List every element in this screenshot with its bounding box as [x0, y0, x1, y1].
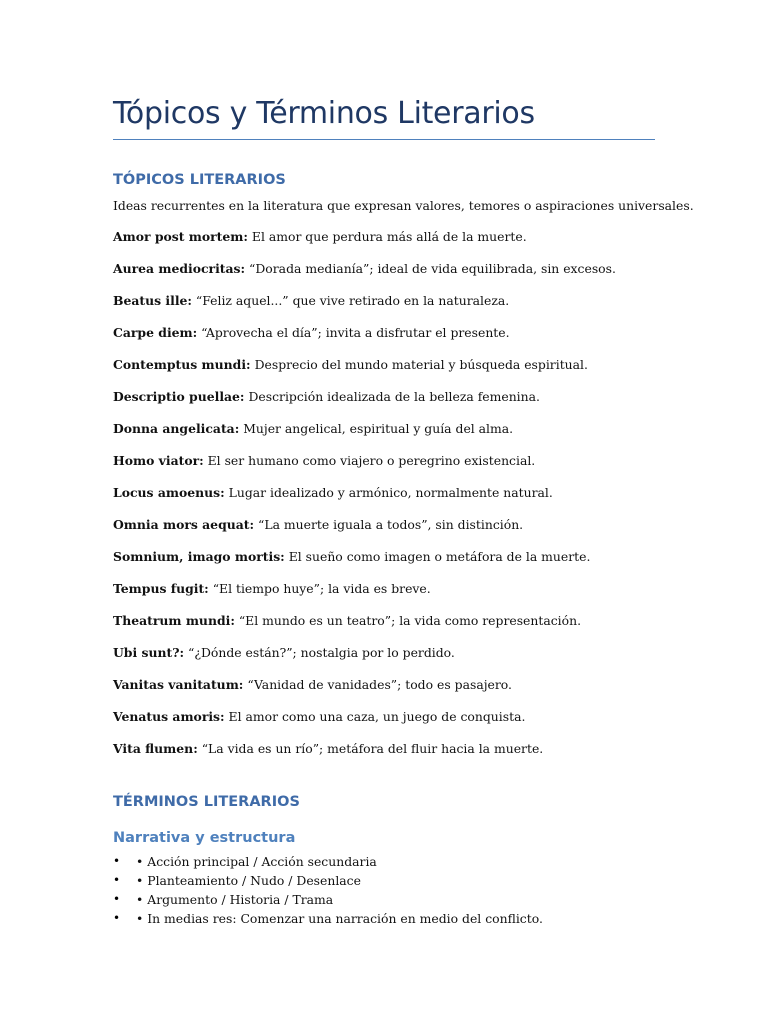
topic-desc: Mujer angelical, espiritual y guía del alma. [239, 421, 514, 436]
topic-item [113, 613, 693, 645]
topic-term: Vanitas vanitatum: [113, 677, 244, 692]
topic-term: Contemptus mundi: [113, 357, 251, 372]
topic-item [113, 517, 693, 549]
list-item-text: • Argumento / Historia / Trama [136, 892, 334, 907]
topic-term: Beatus ille: [113, 293, 192, 308]
topic-item [113, 357, 693, 389]
topic-term: Venatus amoris: [113, 709, 225, 724]
list-item-text: • Acción principal / Acción secundaria [136, 854, 377, 869]
topic-item [113, 453, 693, 485]
list-item-text: • In medias res: Comenzar una narración en medio del conflicto. [136, 911, 543, 926]
topic-desc: El ser humano como viajero o peregrino existencial. [203, 453, 536, 468]
list-item [113, 872, 673, 891]
list-item [113, 891, 673, 910]
topic-item [113, 581, 693, 613]
list-item [113, 910, 673, 929]
topic-desc: “Feliz aquel...” que vive retirado en la naturaleza. [191, 293, 510, 308]
topic-term: Theatrum mundi: [113, 613, 235, 628]
topic-item [113, 229, 693, 261]
topic-item [113, 421, 693, 453]
topic-item [113, 389, 693, 421]
bullet-icon: • [113, 873, 121, 887]
topic-term: Descriptio puellae: [113, 389, 245, 404]
topic-term: Amor post mortem: [113, 229, 248, 244]
topic-desc: El amor como una caza, un juego de conquista. [224, 709, 526, 724]
topic-term: Omnia mors aequat: [113, 517, 255, 532]
topic-item [113, 549, 693, 581]
topic-item [113, 677, 693, 709]
topic-term: Tempus fugit: [113, 581, 209, 596]
topicos-list [113, 229, 693, 773]
topic-desc: “La muerte iguala a todos”, sin distinción. [254, 517, 524, 532]
topic-item [113, 741, 693, 773]
topic-term: Locus amoenus: [113, 485, 225, 500]
topic-desc: “¿Dónde están?”; nostalgia por lo perdido. [184, 645, 455, 660]
topicos-heading: TÓPICOS LITERARIOS [113, 172, 286, 188]
topic-desc: El amor que perdura más allá de la muerte. [247, 229, 527, 244]
terminos-heading: TÉRMINOS LITERARIOS [113, 794, 300, 810]
narrativa-list [113, 853, 673, 929]
bullet-icon: • [113, 892, 121, 906]
topic-desc: “El mundo es un teatro”; la vida como representación. [234, 613, 582, 628]
topic-desc: “El tiempo huye”; la vida es breve. [208, 581, 431, 596]
topic-term: Homo viator: [113, 453, 204, 468]
bullet-icon: • [113, 854, 121, 868]
list-item-text: • Planteamiento / Nudo / Desenlace [136, 873, 361, 888]
topic-term: Somnium, imago mortis: [113, 549, 285, 564]
topic-term: Carpe diem: [113, 325, 198, 340]
title-underline [113, 139, 655, 140]
document-title: Tópicos y Términos Literarios [113, 96, 535, 131]
bullet-icon: • [113, 911, 121, 925]
topic-item [113, 485, 693, 517]
topic-term: Aurea mediocritas: [113, 261, 246, 276]
topic-desc: El sueño como imagen o metáfora de la muerte. [284, 549, 591, 564]
topic-item [113, 293, 693, 325]
topic-item [113, 261, 693, 293]
topic-desc: “La vida es un río”; metáfora del fluir hacia la muerte. [197, 741, 544, 756]
topic-item [113, 709, 693, 741]
topic-desc: Desprecio del mundo material y búsqueda espiritual. [250, 357, 588, 372]
topic-term: Vita flumen: [113, 741, 198, 756]
topic-term: Ubi sunt?: [113, 645, 185, 660]
topic-desc: “Vanidad de vanidades”; todo es pasajero. [243, 677, 512, 692]
topic-item [113, 645, 693, 677]
topic-term: Donna angelicata: [113, 421, 240, 436]
topic-desc: Descripción idealizada de la belleza femenina. [244, 389, 540, 404]
topic-desc: Lugar idealizado y armónico, normalmente natural. [224, 485, 553, 500]
topicos-intro: Ideas recurrentes en la literatura que expresan valores, temores o aspiraciones universales. [113, 198, 694, 213]
topic-desc: “Dorada medianía”; ideal de vida equilibrada, sin excesos. [245, 261, 616, 276]
narrativa-subheading: Narrativa y estructura [113, 830, 296, 846]
list-item [113, 853, 673, 872]
topic-desc: “Aprovecha el día”; invita a disfrutar el presente. [197, 325, 510, 340]
topic-item [113, 325, 693, 357]
